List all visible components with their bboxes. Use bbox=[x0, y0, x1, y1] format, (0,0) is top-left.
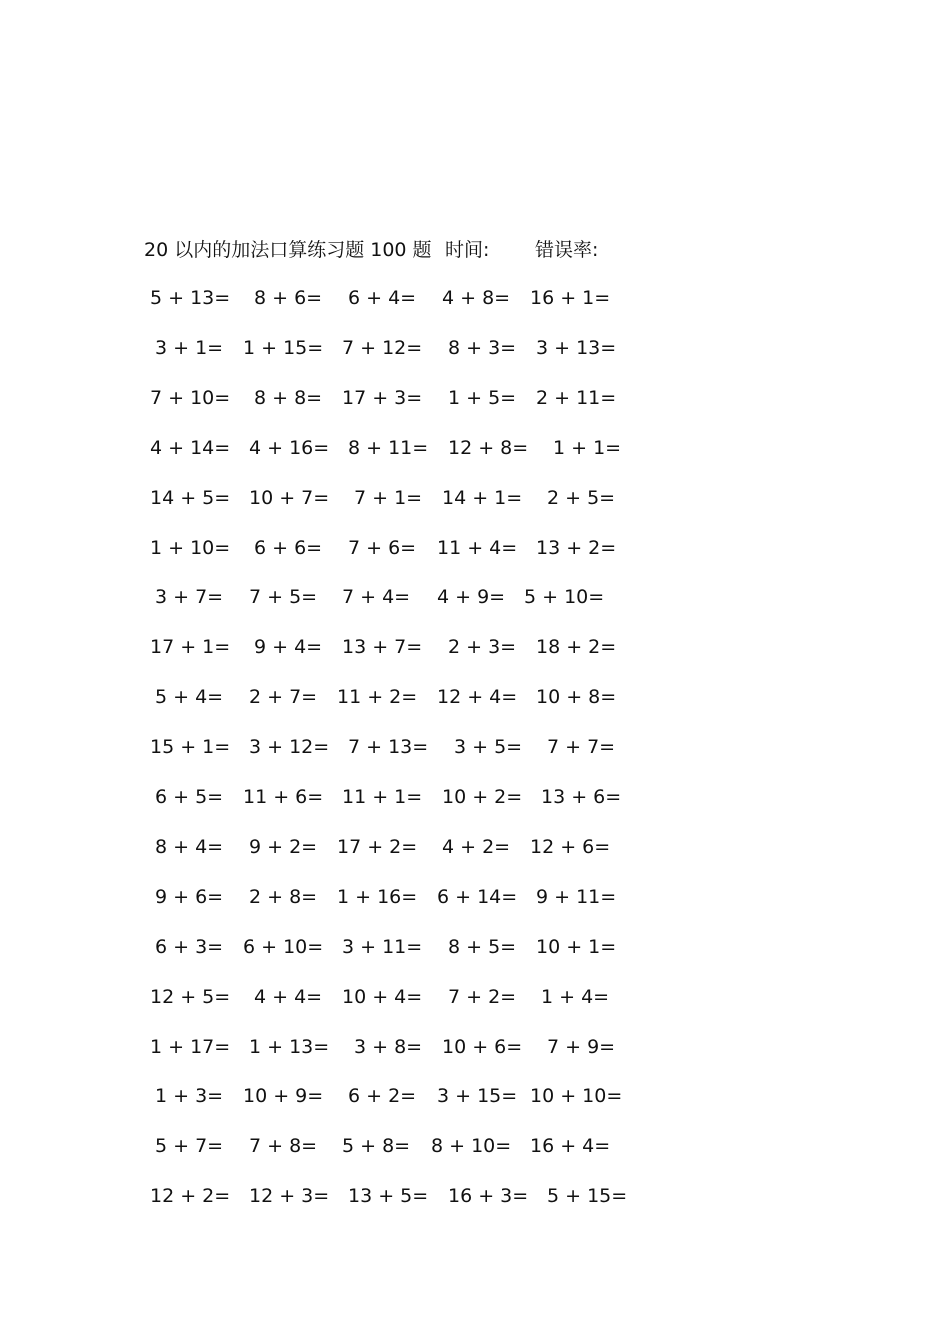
problem-item: 9 + 11= bbox=[536, 886, 617, 908]
problem-item: 6 + 6= bbox=[254, 537, 323, 559]
problem-item: 11 + 1= bbox=[342, 786, 423, 808]
problem-item: 6 + 14= bbox=[437, 886, 518, 908]
problem-item: 7 + 7= bbox=[547, 736, 616, 758]
problem-item: 10 + 7= bbox=[249, 487, 330, 509]
problem-item: 8 + 3= bbox=[448, 337, 517, 359]
problem-item: 6 + 10= bbox=[243, 936, 324, 958]
problem-item: 7 + 8= bbox=[249, 1135, 318, 1157]
problem-item: 2 + 5= bbox=[547, 487, 616, 509]
problem-item: 10 + 1= bbox=[536, 936, 617, 958]
problem-item: 2 + 7= bbox=[249, 686, 318, 708]
problem-item: 3 + 5= bbox=[454, 736, 523, 758]
problem-item: 1 + 5= bbox=[448, 387, 517, 409]
problem-item: 7 + 9= bbox=[547, 1036, 616, 1058]
problem-item: 3 + 13= bbox=[536, 337, 617, 359]
problem-item: 7 + 4= bbox=[342, 586, 411, 608]
problem-item: 8 + 6= bbox=[254, 287, 323, 309]
problem-item: 13 + 6= bbox=[541, 786, 622, 808]
problem-item: 14 + 1= bbox=[442, 487, 523, 509]
problem-item: 1 + 1= bbox=[553, 437, 622, 459]
problem-item: 2 + 3= bbox=[448, 636, 517, 658]
problem-item: 8 + 8= bbox=[254, 387, 323, 409]
problem-item: 7 + 2= bbox=[448, 986, 517, 1008]
problem-item: 7 + 13= bbox=[348, 736, 429, 758]
problem-item: 14 + 5= bbox=[150, 487, 231, 509]
problem-item: 12 + 6= bbox=[530, 836, 611, 858]
problem-item: 1 + 15= bbox=[243, 337, 324, 359]
problem-item: 1 + 4= bbox=[541, 986, 610, 1008]
problem-item: 4 + 2= bbox=[442, 836, 511, 858]
problem-item: 9 + 2= bbox=[249, 836, 318, 858]
problem-item: 13 + 7= bbox=[342, 636, 423, 658]
problem-item: 7 + 10= bbox=[150, 387, 231, 409]
problem-item: 2 + 11= bbox=[536, 387, 617, 409]
error-rate-label: 错误率: bbox=[535, 239, 599, 261]
problem-item: 12 + 3= bbox=[249, 1185, 330, 1207]
problem-item: 11 + 2= bbox=[337, 686, 418, 708]
problem-item: 7 + 12= bbox=[342, 337, 423, 359]
problem-item: 5 + 8= bbox=[342, 1135, 411, 1157]
problem-item: 10 + 8= bbox=[536, 686, 617, 708]
problem-item: 16 + 1= bbox=[530, 287, 611, 309]
problem-item: 18 + 2= bbox=[536, 636, 617, 658]
worksheet-title: 20 以内的加法口算练习题 100 题 bbox=[144, 239, 432, 261]
problem-item: 8 + 5= bbox=[448, 936, 517, 958]
problem-item: 10 + 4= bbox=[342, 986, 423, 1008]
problem-item: 9 + 6= bbox=[155, 886, 224, 908]
problem-item: 4 + 9= bbox=[437, 586, 506, 608]
problem-item: 5 + 10= bbox=[524, 586, 605, 608]
problem-item: 1 + 13= bbox=[249, 1036, 330, 1058]
problem-item: 12 + 4= bbox=[437, 686, 518, 708]
problem-item: 8 + 10= bbox=[431, 1135, 512, 1157]
problem-item: 10 + 2= bbox=[442, 786, 523, 808]
problem-item: 9 + 4= bbox=[254, 636, 323, 658]
time-label: 时间: bbox=[445, 239, 490, 261]
problem-item: 12 + 5= bbox=[150, 986, 231, 1008]
problem-item: 8 + 11= bbox=[348, 437, 429, 459]
problem-item: 10 + 9= bbox=[243, 1085, 324, 1107]
problem-item: 3 + 1= bbox=[155, 337, 224, 359]
problem-item: 3 + 7= bbox=[155, 586, 224, 608]
problem-item: 6 + 3= bbox=[155, 936, 224, 958]
problem-item: 13 + 2= bbox=[536, 537, 617, 559]
problem-item: 16 + 4= bbox=[530, 1135, 611, 1157]
problem-item: 10 + 6= bbox=[442, 1036, 523, 1058]
problem-item: 4 + 4= bbox=[254, 986, 323, 1008]
problem-item: 5 + 13= bbox=[150, 287, 231, 309]
problem-item: 5 + 7= bbox=[155, 1135, 224, 1157]
problem-item: 7 + 1= bbox=[354, 487, 423, 509]
problem-item: 11 + 6= bbox=[243, 786, 324, 808]
problem-item: 10 + 10= bbox=[530, 1085, 623, 1107]
problem-item: 16 + 3= bbox=[448, 1185, 529, 1207]
problem-item: 3 + 8= bbox=[354, 1036, 423, 1058]
problem-item: 6 + 2= bbox=[348, 1085, 417, 1107]
problem-item: 8 + 4= bbox=[155, 836, 224, 858]
problem-item: 4 + 16= bbox=[249, 437, 330, 459]
problem-item: 1 + 3= bbox=[155, 1085, 224, 1107]
problem-item: 7 + 5= bbox=[249, 586, 318, 608]
problem-item: 5 + 15= bbox=[547, 1185, 628, 1207]
problem-item: 17 + 2= bbox=[337, 836, 418, 858]
problem-item: 15 + 1= bbox=[150, 736, 231, 758]
problem-item: 1 + 10= bbox=[150, 537, 231, 559]
problem-item: 4 + 8= bbox=[442, 287, 511, 309]
problem-item: 12 + 8= bbox=[448, 437, 529, 459]
problem-item: 6 + 5= bbox=[155, 786, 224, 808]
problem-item: 1 + 16= bbox=[337, 886, 418, 908]
problem-item: 4 + 14= bbox=[150, 437, 231, 459]
problem-item: 17 + 3= bbox=[342, 387, 423, 409]
problem-item: 13 + 5= bbox=[348, 1185, 429, 1207]
problem-item: 3 + 11= bbox=[342, 936, 423, 958]
problem-item: 3 + 12= bbox=[249, 736, 330, 758]
problem-item: 1 + 17= bbox=[150, 1036, 231, 1058]
problem-item: 11 + 4= bbox=[437, 537, 518, 559]
problem-item: 2 + 8= bbox=[249, 886, 318, 908]
problem-item: 3 + 15= bbox=[437, 1085, 518, 1107]
problem-item: 5 + 4= bbox=[155, 686, 224, 708]
problem-item: 6 + 4= bbox=[348, 287, 417, 309]
problem-item: 17 + 1= bbox=[150, 636, 231, 658]
problem-item: 7 + 6= bbox=[348, 537, 417, 559]
problem-item: 12 + 2= bbox=[150, 1185, 231, 1207]
